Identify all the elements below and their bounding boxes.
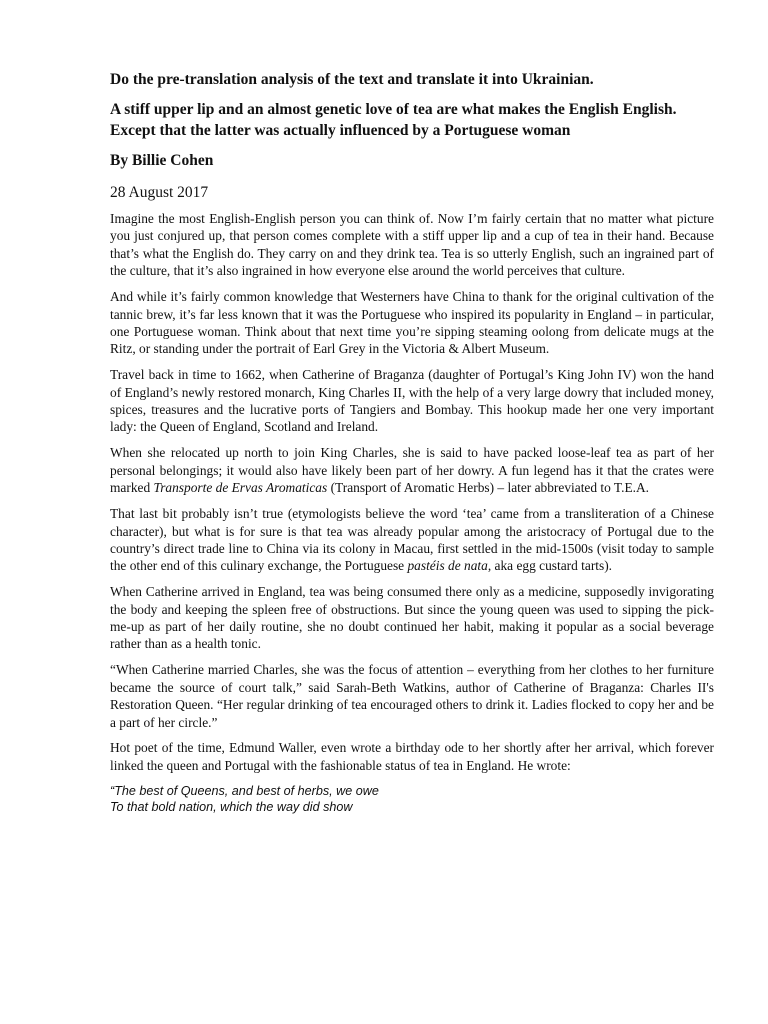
task-heading: Do the pre-translation analysis of the text and translate it into Ukrainian. bbox=[110, 71, 594, 88]
paragraph-2: And while it’s fairly common knowledge that Westerners have China to thank for the original cultivation of the tannic brew, it’s far less known that it was the Portuguese who inspired its popularity in England – in particular, one Portuguese woman. Think about that next time you’re sipping steaming oolong from delicate mugs at the Ritz, or standing under the portrait of Earl Grey in the Victoria & Albert Museum. bbox=[110, 289, 714, 357]
document-page bbox=[110, 70, 714, 815]
paragraph-5-text-a: That last bit probably isn’t true (etymologists believe the word ‘tea’ came from a transliteration of a Chinese character), but what is for sure is that tea was already popular among the aristocracy of Portugal due to the country’s direct trade line to China via its colony in Macau, first settled in the mid-1500s (visit today to sample the other end of this culinary exchange, the Portuguese bbox=[110, 506, 714, 574]
paragraph-1: Imagine the most English-English person you can think of. Now I’m fairly certain that no matter what picture you just conjured up, that person comes complete with a stiff upper lip and a cup of tea in their hand. Because that’s what the English do. They carry on and they drink tea. Tea is so utterly English, such an ingrained part of the culture, that it’s also ingrained in how everyone else around the world perceives that culture. bbox=[110, 211, 714, 279]
poem-quote bbox=[110, 783, 714, 815]
article-byline: By Billie Cohen bbox=[110, 152, 214, 169]
article-date: 28 August 2017 bbox=[110, 184, 209, 201]
paragraph-4-text-a: When she relocated up north to join King Charles, she is said to have packed loose-leaf tea as part of her personal belongings; it would also have likely been part of her dowry. A fun legend has it that the crates were marked bbox=[110, 445, 714, 496]
paragraph-4-italic: Transporte de Ervas Aromaticas bbox=[153, 480, 328, 496]
paragraph-6: When Catherine arrived in England, tea was being consumed there only as a medicine, supposedly invigorating the body and keeping the spleen free of obstructions. But since the young queen was used to sipping the pick-me-up as part of her daily routine, she no doubt continued her habit, making it popular as a social beverage rather than as a health tonic. bbox=[110, 584, 714, 652]
paragraph-5-italic: pastéis de nata bbox=[407, 558, 488, 574]
paragraph-5-text-b: , aka egg custard tarts). bbox=[487, 558, 613, 574]
poem-line-1: “The best of Queens, and best of herbs, we owe bbox=[110, 783, 379, 798]
paragraph-4 bbox=[110, 444, 714, 496]
paragraph-5 bbox=[110, 505, 714, 575]
paragraph-7: “When Catherine married Charles, she was the focus of attention – everything from her clothes to her furniture became the source of court talk,” said Sarah-Beth Watkins, author of Catherine of Braganza: Charles II's Restoration Queen. “Her regular drinking of tea encouraged others to drink it. Ladies flocked to copy her and be a part of her circle.” bbox=[110, 662, 714, 730]
poem-line-2: To that bold nation, which the way did show bbox=[110, 799, 353, 814]
paragraph-8: Hot poet of the time, Edmund Waller, even wrote a birthday ode to her shortly after her arrival, which forever linked the queen and Portugal with the fashionable status of tea in England. He wrote: bbox=[110, 740, 714, 773]
paragraph-3: Travel back in time to 1662, when Catherine of Braganza (daughter of Portugal’s King John IV) won the hand of England’s newly restored monarch, King Charles II, with the help of a very large dowry that included money, spices, treasures and the lucrative ports of Tangiers and Bombay. This hookup made her one very important lady: the Queen of England, Scotland and Ireland. bbox=[110, 367, 714, 435]
article-headline: A stiff upper lip and an almost genetic love of tea are what makes the English English. Except that the latter was actually influenced by a Portuguese woman bbox=[110, 101, 677, 139]
paragraph-4-text-b: (Transport of Aromatic Herbs) – later abbreviated to T.E.A. bbox=[327, 480, 650, 496]
